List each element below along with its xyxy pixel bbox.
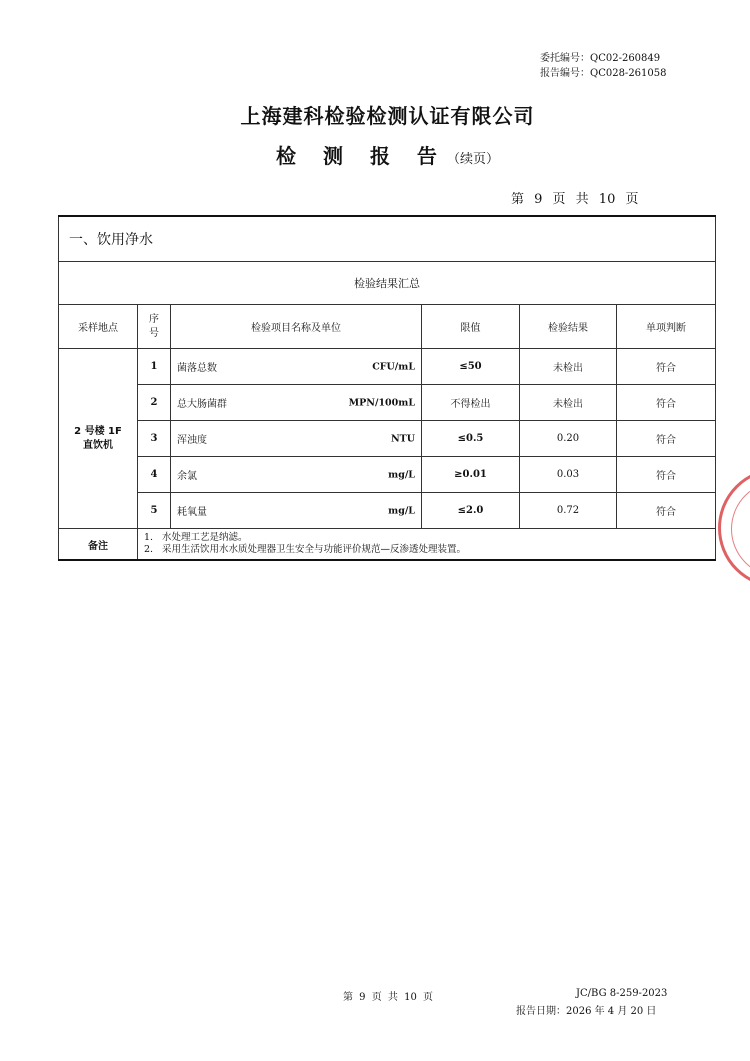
row-limit: ≥0.01	[422, 457, 520, 493]
footer-page: 第 9 页 共 10 页	[343, 992, 433, 1003]
header-seq: 序号	[138, 305, 171, 349]
table-row	[59, 457, 716, 493]
company-name: 上海建科检验检测认证有限公司	[240, 104, 535, 128]
seal-inner-ring	[731, 481, 750, 577]
header-result: 检验结果	[520, 305, 617, 349]
header-limit: 限值	[422, 305, 520, 349]
official-seal	[718, 468, 750, 588]
section-title: 一、饮用净水	[59, 216, 716, 262]
row-item: 浑浊度 NTU	[171, 421, 422, 457]
sampling-location: 2 号楼 1F 直饮机	[59, 349, 138, 529]
header-item: 检验项目名称及单位	[171, 305, 422, 349]
note-item: 1. 水处理工艺是纳滤。	[144, 532, 248, 543]
row-judgement: 符合	[617, 457, 716, 493]
row-result: 0.03	[520, 457, 617, 493]
table-row	[59, 349, 716, 385]
report-title-main: 检 测 报 告	[276, 144, 447, 168]
table-header-row	[59, 305, 716, 349]
commission-number: 委托编号：QC02-260849	[540, 53, 661, 64]
row-seq: 1	[138, 349, 171, 385]
table-row	[59, 385, 716, 421]
row-judgement: 符合	[617, 385, 716, 421]
note-item: 2. 采用生活饮用水水质处理器卫生安全与功能评价规范—反渗透处理装置。	[144, 544, 467, 555]
row-result: 0.72	[520, 493, 617, 529]
row-judgement: 符合	[617, 421, 716, 457]
report-title	[0, 140, 750, 169]
page-indicator: 第 9 页 共 10 页	[511, 192, 639, 207]
row-seq: 4	[138, 457, 171, 493]
header-judgement: 单项判断	[617, 305, 716, 349]
row-seq: 3	[138, 421, 171, 457]
header-location: 采样地点	[59, 305, 138, 349]
row-item: 菌落总数 CFU/mL	[171, 349, 422, 385]
notes	[138, 529, 716, 561]
row-seq: 2	[138, 385, 171, 421]
row-item: 余氯 mg/L	[171, 457, 422, 493]
footer-report-date: 报告日期：2026 年 4 月 20 日	[516, 1006, 657, 1017]
row-limit: ≤0.5	[422, 421, 520, 457]
row-seq: 5	[138, 493, 171, 529]
row-limit: 不得检出	[422, 385, 520, 421]
notes-label: 备注	[59, 529, 138, 561]
summary-title: 检验结果汇总	[59, 262, 716, 305]
report-number: 报告编号：QC028-261058	[540, 68, 667, 79]
results-table	[58, 215, 716, 561]
footer-doc-code: JC/BG 8-259-2023	[576, 988, 668, 999]
row-judgement: 符合	[617, 349, 716, 385]
row-item: 总大肠菌群 MPN/100mL	[171, 385, 422, 421]
row-limit: ≤2.0	[422, 493, 520, 529]
row-judgement: 符合	[617, 493, 716, 529]
row-result: 未检出	[520, 349, 617, 385]
table-row	[59, 493, 716, 529]
report-title-sub: （续页）	[446, 152, 499, 167]
row-result: 未检出	[520, 385, 617, 421]
row-item: 耗氧量 mg/L	[171, 493, 422, 529]
row-result: 0.20	[520, 421, 617, 457]
table-row	[59, 421, 716, 457]
row-limit: ≤50	[422, 349, 520, 385]
